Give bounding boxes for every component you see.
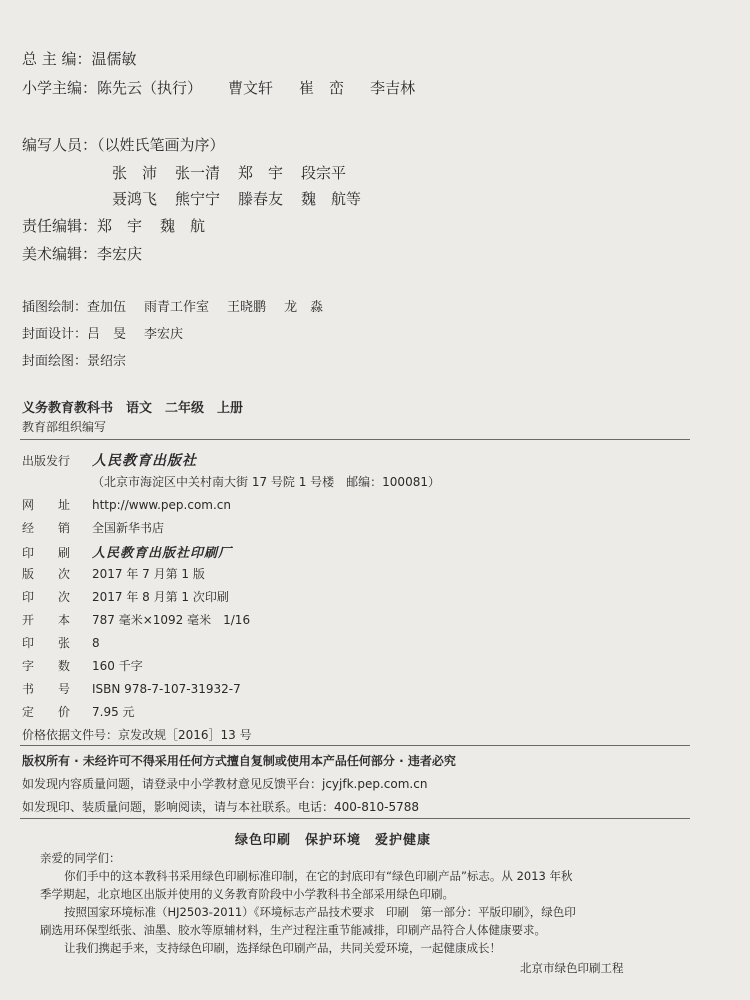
writer-name: 魏 航等	[301, 190, 362, 208]
pub-value: 7.95 元	[92, 705, 135, 719]
illustration-label: 插图绘制：	[22, 300, 88, 315]
responsible-editor-name: 魏 航	[160, 217, 206, 235]
writer-name: 郑 宇	[238, 164, 284, 182]
cover-art-label: 封面绘图：	[22, 354, 88, 369]
writers-row	[22, 134, 225, 155]
pub-row-publisher	[22, 450, 197, 470]
responsible-editor-label: 责任编辑：	[22, 217, 98, 235]
pub-label: 印 次	[22, 590, 71, 604]
publisher-name: 人民教育出版社	[92, 453, 197, 469]
art-editor-label: 美术编辑：	[22, 245, 98, 263]
pub-row-isbn	[22, 680, 241, 697]
writer-name: 熊宁宁	[175, 190, 221, 208]
pub-label: 定 价	[22, 705, 71, 719]
pub-label: 版 次	[22, 567, 71, 581]
writer-name: 聂鸿飞	[112, 190, 158, 208]
pub-value: 人民教育出版社印刷厂	[92, 546, 233, 561]
writer-name: 张 沛	[112, 164, 158, 182]
pub-row-address: （北京市海淀区中关村南大街 17 号院 1 号楼 邮编：100081）	[92, 475, 440, 489]
divider	[20, 439, 690, 440]
illustrator-name: 王晓鹏	[227, 300, 267, 315]
pub-value: 8	[92, 636, 100, 650]
price-basis: 价格依据文件号：京发改规［2016］13 号	[22, 728, 252, 742]
pub-row-words	[22, 657, 143, 674]
writer-name: 滕春友	[238, 190, 284, 208]
chief-editor-row	[22, 48, 137, 69]
responsible-editor-name: 郑 宇	[97, 217, 143, 235]
pub-label: 经 销	[22, 521, 71, 535]
writer-name: 段宗平	[301, 164, 347, 182]
writers-label: 编写人员：	[22, 136, 98, 154]
divider	[20, 745, 690, 746]
primary-editor-name: 李吉林	[370, 79, 416, 97]
illustration-row	[22, 296, 323, 315]
responsible-editor-row	[22, 215, 205, 236]
pub-value: 2017 年 7 月第 1 版	[92, 567, 205, 581]
pub-row-edition	[22, 565, 205, 582]
book-title: 义务教育教科书 语文 二年级 上册	[22, 401, 244, 416]
green-paragraph-line: 按照国家环境标准（HJ2503-2011）《环境标志产品技术要求 印刷 第一部分：平版印刷》，绿色印	[64, 905, 576, 919]
cover-designer-name: 李宏庆	[144, 327, 184, 342]
green-signature: 北京市绿色印刷工程	[520, 961, 624, 975]
print-feedback: 如发现印、装质量问题，影响阅读，请与本社联系。电话：400-810-5788	[22, 800, 420, 814]
writers-line-2	[112, 188, 361, 209]
content-feedback: 如发现内容质量问题，请登录中小学教材意见反馈平台：jcyjfk.pep.com.cn	[22, 777, 428, 791]
pub-row-impression	[22, 588, 229, 605]
illustrator-name: 查加伍	[87, 300, 127, 315]
pub-row-format	[22, 611, 250, 628]
green-paragraph-line: 季学期起，北京地区出版并使用的义务教育阶段中小学教科书全部采用绿色印刷。	[40, 887, 454, 901]
writers-line-1	[112, 162, 346, 183]
primary-editor-name: 崔 峦	[299, 79, 345, 97]
pub-row-price	[22, 703, 135, 720]
writer-name: 张一清	[175, 164, 221, 182]
cover-art-row	[22, 350, 126, 369]
compiled-by: 教育部组织编写	[22, 420, 107, 434]
pub-row-website	[22, 496, 231, 513]
primary-editor-name: 陈先云（执行）	[97, 79, 203, 97]
cover-design-label: 封面设计：	[22, 327, 88, 342]
cover-design-row	[22, 323, 183, 342]
pub-label: 字 数	[22, 659, 71, 673]
pub-row-distributor	[22, 519, 164, 536]
primary-editor-row	[22, 77, 415, 98]
art-editor-name: 李宏庆	[97, 245, 143, 263]
cover-designer-name: 吕 旻	[87, 327, 127, 342]
chief-editor-name: 温儒敏	[91, 50, 137, 68]
copyright-notice: 版权所有 · 未经许可不得采用任何方式擅自复制或使用本产品任何部分 · 违者必究	[22, 754, 456, 768]
writers-note: （以姓氏笔画为序）	[97, 136, 225, 154]
green-printing-title: 绿色印刷 保护环境 爱护健康	[235, 833, 432, 848]
green-paragraph-line: 你们手中的这本教科书采用绿色印刷标准印制，在它的封底印有“绿色印刷产品”标志。从 2013 年秋	[64, 869, 573, 883]
pub-row-sheets	[22, 634, 100, 651]
art-editor-row	[22, 243, 142, 264]
primary-editor-name: 曹文轩	[228, 79, 274, 97]
pub-value: http://www.pep.com.cn	[92, 498, 231, 512]
green-paragraph-line: 让我们携起手来，支持绿色印刷，选择绿色印刷产品，共同关爱环境，一起健康成长！	[64, 941, 501, 955]
pub-row-printer	[22, 542, 232, 561]
pub-label: 印 刷	[22, 546, 71, 560]
pub-value: ISBN 978-7-107-31932-7	[92, 682, 241, 696]
pub-value: 全国新华书店	[92, 521, 165, 535]
primary-editor-label: 小学主编：	[22, 79, 98, 97]
illustrator-name: 龙 淼	[284, 300, 324, 315]
pub-value: 787 毫米×1092 毫米 1/16	[92, 613, 251, 627]
pub-label: 印 张	[22, 636, 71, 650]
pub-value: 2017 年 8 月第 1 次印刷	[92, 590, 229, 604]
pub-label: 书 号	[22, 682, 71, 696]
green-paragraph-line: 刷选用环保型纸张、油墨、胶水等原辅材料，生产过程注重节能减排，印刷产品符合人体健康要求。	[40, 923, 546, 937]
pub-label: 网 址	[22, 498, 71, 512]
divider	[20, 818, 690, 819]
chief-editor-label: 总 主 编：	[22, 50, 92, 68]
pub-value: 160 千字	[92, 659, 143, 673]
pub-label: 出版发行	[22, 454, 71, 468]
illustrator-name: 雨青工作室	[144, 300, 210, 315]
cover-artist-name: 景绍宗	[87, 354, 127, 369]
green-greeting: 亲爱的同学们：	[40, 851, 121, 865]
pub-label: 开 本	[22, 613, 71, 627]
